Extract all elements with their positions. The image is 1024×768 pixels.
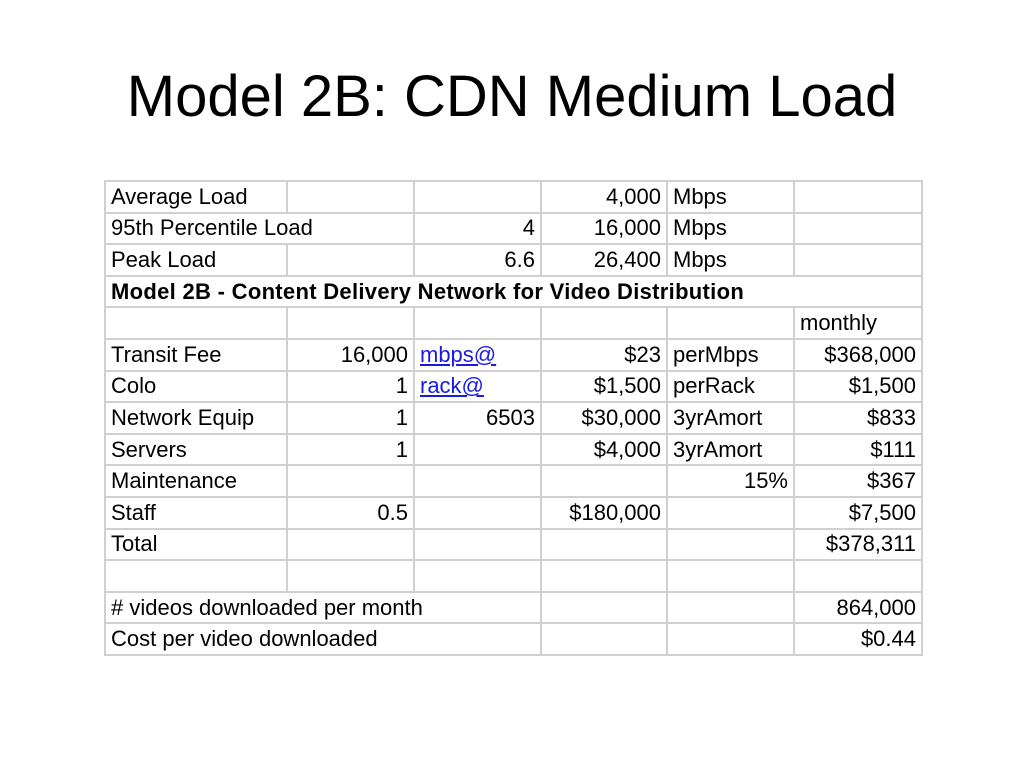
row-label: 95th Percentile Load: [105, 213, 414, 245]
table-row-average-load: [105, 181, 922, 213]
price-cell: $4,000: [541, 434, 667, 466]
section-heading: Model 2B - Content Delivery Network for Video Distribution: [105, 276, 922, 308]
empty-cell: [105, 560, 287, 592]
table-row-servers: [105, 434, 922, 466]
row-label: Staff: [105, 497, 287, 529]
unit-cell: Mbps: [667, 213, 794, 245]
row-label: Maintenance: [105, 465, 287, 497]
row-label: Total: [105, 529, 287, 561]
table-row-network-equip: [105, 402, 922, 434]
monthly-cell: $7,500: [794, 497, 922, 529]
row-label: # videos downloaded per month: [105, 592, 541, 624]
row-label: Servers: [105, 434, 287, 466]
row-label: Network Equip: [105, 402, 287, 434]
price-cell: $23: [541, 339, 667, 371]
row-label: Cost per video downloaded: [105, 623, 541, 655]
empty-cell: [667, 592, 794, 624]
empty-cell: [667, 307, 794, 339]
table-row-transit-fee: [105, 339, 922, 371]
qty-cell: 0.5: [287, 497, 414, 529]
total-value-cell: $378,311: [794, 529, 922, 561]
qty-cell: 1: [287, 371, 414, 403]
table-row-column-header: [105, 307, 922, 339]
table-row-staff: [105, 497, 922, 529]
basis-cell: perMbps: [667, 339, 794, 371]
empty-cell: [414, 434, 541, 466]
empty-cell: [414, 560, 541, 592]
table-row-95th-percentile-load: [105, 213, 922, 245]
empty-cell: [287, 307, 414, 339]
empty-cell: [667, 497, 794, 529]
price-cell: $1,500: [541, 371, 667, 403]
model-cell: 6503: [414, 402, 541, 434]
row-label: Peak Load: [105, 244, 287, 276]
empty-cell: [414, 465, 541, 497]
empty-cell: [287, 560, 414, 592]
load-value-cell: 4,000: [541, 181, 667, 213]
table-row-colo: [105, 371, 922, 403]
table-row-cost-per-video: [105, 623, 922, 655]
mbps-link[interactable]: mbps@: [414, 339, 541, 371]
empty-cell: [794, 560, 922, 592]
table-row-total: [105, 529, 922, 561]
empty-cell: [287, 181, 414, 213]
empty-cell: [414, 497, 541, 529]
table-row-blank: [105, 560, 922, 592]
multiplier-cell: 6.6: [414, 244, 541, 276]
row-label: Colo: [105, 371, 287, 403]
empty-cell: [541, 529, 667, 561]
price-cell: $180,000: [541, 497, 667, 529]
monthly-header: monthly: [794, 307, 922, 339]
table-row-section-heading: [105, 276, 922, 308]
monthly-cell: $833: [794, 402, 922, 434]
basis-cell: 3yrAmort: [667, 434, 794, 466]
row-label: Transit Fee: [105, 339, 287, 371]
qty-cell: 1: [287, 402, 414, 434]
empty-cell: [105, 307, 287, 339]
empty-cell: [794, 181, 922, 213]
price-cell: $30,000: [541, 402, 667, 434]
empty-cell: [541, 560, 667, 592]
empty-cell: [541, 307, 667, 339]
empty-cell: [414, 307, 541, 339]
basis-cell: 3yrAmort: [667, 402, 794, 434]
empty-cell: [541, 592, 667, 624]
empty-cell: [667, 623, 794, 655]
basis-cell: perRack: [667, 371, 794, 403]
videos-value-cell: 864,000: [794, 592, 922, 624]
monthly-cell: $111: [794, 434, 922, 466]
empty-cell: [541, 465, 667, 497]
table-row-videos-downloaded: [105, 592, 922, 624]
multiplier-cell: 4: [414, 213, 541, 245]
multiplier-cell: [414, 181, 541, 213]
empty-cell: [414, 529, 541, 561]
qty-cell: 1: [287, 434, 414, 466]
empty-cell: [541, 623, 667, 655]
empty-cell: [667, 560, 794, 592]
monthly-cell: $368,000: [794, 339, 922, 371]
empty-cell: [667, 529, 794, 561]
cost-per-video-cell: $0.44: [794, 623, 922, 655]
empty-cell: [287, 465, 414, 497]
empty-cell: [287, 244, 414, 276]
load-value-cell: 26,400: [541, 244, 667, 276]
table-row-peak-load: [105, 244, 922, 276]
cost-model-table: [104, 180, 923, 656]
load-value-cell: 16,000: [541, 213, 667, 245]
basis-cell: 15%: [667, 465, 794, 497]
unit-cell: Mbps: [667, 181, 794, 213]
empty-cell: [794, 244, 922, 276]
empty-cell: [794, 213, 922, 245]
monthly-cell: $367: [794, 465, 922, 497]
row-label: Average Load: [105, 181, 287, 213]
monthly-cell: $1,500: [794, 371, 922, 403]
unit-cell: Mbps: [667, 244, 794, 276]
slide-title: Model 2B: CDN Medium Load: [126, 64, 898, 129]
table-row-maintenance: [105, 465, 922, 497]
empty-cell: [287, 529, 414, 561]
rack-link[interactable]: rack@: [414, 371, 541, 403]
qty-cell: 16,000: [287, 339, 414, 371]
